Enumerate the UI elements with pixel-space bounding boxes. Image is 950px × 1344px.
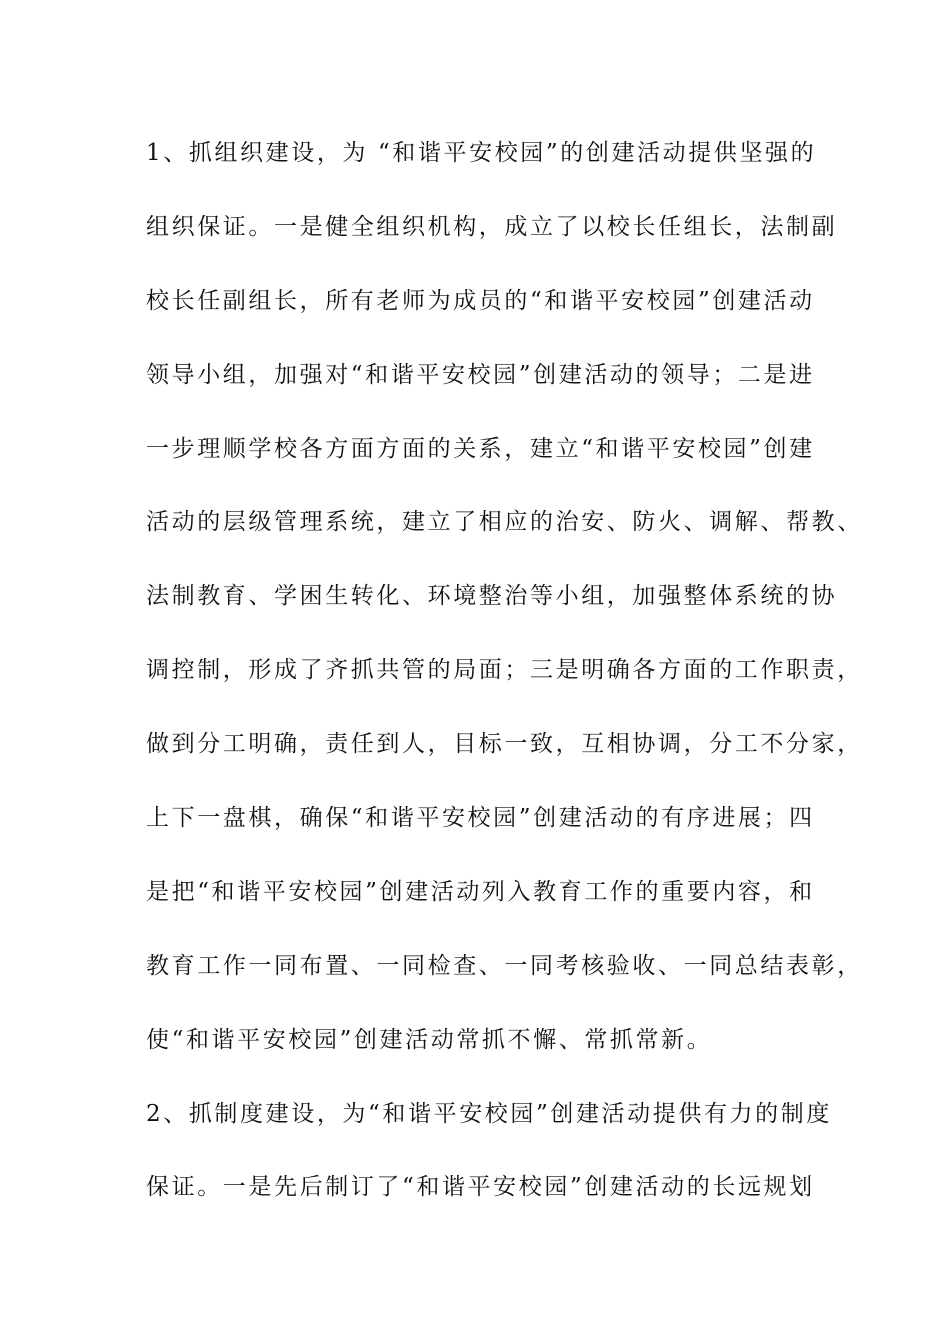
text-line: 法制教育、学困生转化、环境整治等小组，加强整体系统的协: [146, 583, 838, 610]
text-line: 一步理顺学校各方面方面的关系，建立“和谐平安校园”创建: [146, 435, 815, 462]
text-line: 2、抓制度建设，为“和谐平安校园”创建活动提供有力的制度: [146, 1100, 832, 1127]
text-line: 领导小组，加强对“和谐平安校园”创建活动的领导；二是进: [146, 361, 815, 388]
text-line: 校长任副组长，所有老师为成员的“和谐平安校园”创建活动: [146, 287, 815, 314]
text-line: 保证。一是先后制订了“和谐平安校园”创建活动的长远规划: [146, 1174, 815, 1201]
text-line: 是把“和谐平安校园”创建活动列入教育工作的重要内容，和: [146, 878, 815, 905]
text-line: 上下一盘棋，确保“和谐平安校园”创建活动的有序进展；四: [146, 805, 815, 832]
body-text: [146, 133, 863, 1241]
text-line: 使“和谐平安校园”创建活动常抓不懈、常抓常新。: [146, 1026, 713, 1053]
text-line: 教育工作一同布置、一同检查、一同考核验收、一同总结表彰，: [146, 952, 863, 979]
text-line: 活动的层级管理系统，建立了相应的治安、防火、调解、帮教、: [146, 509, 863, 536]
text-line: 调控制，形成了齐抓共管的局面；三是明确各方面的工作职责，: [146, 657, 863, 684]
text-line: 做到分工明确，责任到人，目标一致，互相协调，分工不分家，: [146, 731, 863, 758]
text-line: 1、抓组织建设，为 “和谐平安校园”的创建活动提供坚强的: [146, 140, 817, 166]
text-line: 组织保证。一是健全组织机构，成立了以校长任组长，法制副: [146, 213, 838, 240]
